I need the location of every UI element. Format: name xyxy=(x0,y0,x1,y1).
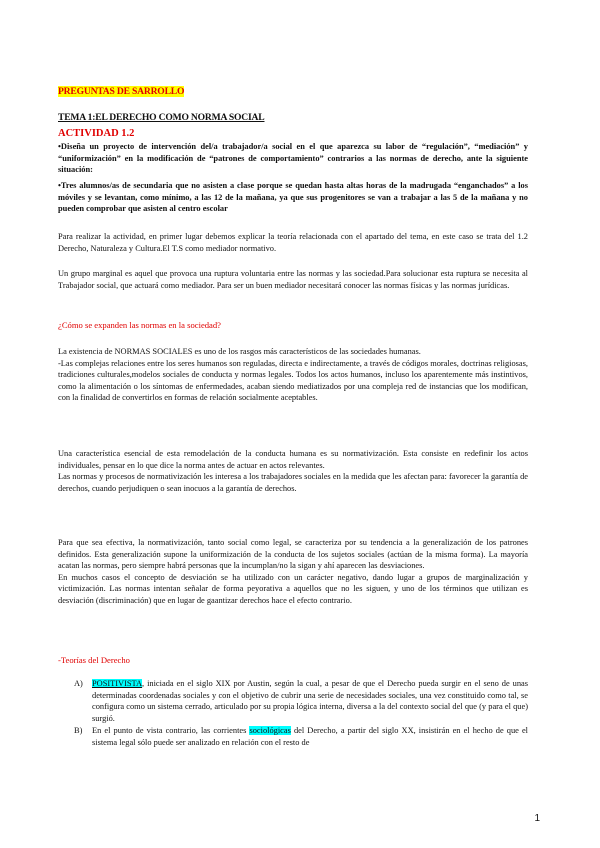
paragraph-7: Para que sea efectiva, la normativización, tanto social como legal, se caracteriza por su tendencia a la generalización de los patrones definidos. Esta generalización supone la uniformización de la conducta de los sujetos sociales (actúan de la misma forma). La mayoría acatan las normas, pero siempre habrá personas que la incumplan/no la sigan y ahí aparecen las desviaciones. xyxy=(58,538,528,571)
paragraph-5: Una característica esencial de esta remodelación de la conducta humana es su normativización. Esta consiste en redefinir los actos individuales, pensar en lo que dice la norma antes de actuar en actos relevantes. xyxy=(58,449,528,470)
paragraph-intro xyxy=(58,231,528,254)
activity-label: ACTIVIDAD 1.2 xyxy=(58,128,135,139)
paragraph-grupo-marginal xyxy=(58,268,528,291)
paragraph-4: -Las complejas relaciones entre los seres humanos son reguladas, directa e indirectamente, a través de códigos morales, doctrinas religiosas, tradiciones culturales,modelos sociales de conducta y normas legales. Todos los actos humanos, incluso los aparentemente más instintivos, como la alimentación o los síntomas de enfermedades, acaban siendo mediatizados por una compleja red de instancias que los modifican, con la finalidad de convertirlos en formas de relación socialmente aceptables. xyxy=(58,358,528,403)
paragraph-2: Un grupo marginal es aquel que provoca una ruptura voluntaria entre las normas y las sociedad.Para solucionar esta ruptura se necesita al Trabajador social, que actuará como mediador. Para ser un buen mediador necesitará conocer las normas físicas y las normas jurídicas. xyxy=(58,269,528,290)
question-normas: ¿Cómo se expanden las normas en la sociedad? xyxy=(58,320,221,330)
paragraph-6: Las normas y procesos de normativización les interesa a los trabajadores sociales en la medida que les afectan para: favorecer la garantía de derechos, cuando perjudiquen o sean inocuos a la garantía de derechos. xyxy=(58,472,528,493)
paragraph-normas-sociales xyxy=(58,346,528,404)
activity-bullet-2: •Tres alumnos/as de secundaria que no asisten a clase porque se quedan hasta altas horas de la madrugada “enganchados” a los móviles y se levantan, como mínimo, a las 12 de la mañana, ya que sus progenitores se van a trabajar a las 5 de la mañana y no pueden comprobar que asisten al centro escolar xyxy=(58,181,528,214)
paragraph-3: La existencia de NORMAS SOCIALES es uno de los rasgos más característicos de las sociedades humanas. xyxy=(58,347,421,356)
highlight-positivista: POSITIVISTA xyxy=(92,679,143,688)
list-item-text: del Derecho, a partir del siglo XX, insistirán en el hecho de que el sistema legal sólo puede ser analizado en relación con el resto de xyxy=(92,726,528,747)
paragraph-1: Para realizar la actividad, en primer lugar debemos explicar la teoría relacionada con el apartado del tema, en este caso se trata del 1.2 Derecho, Naturaleza y Cultura.El T.S como mediador normativo. xyxy=(58,232,528,253)
tema-heading-text: TEMA 1:EL DERECHO COMO NORMA SOCIAL xyxy=(58,112,265,123)
highlight-sociologicas: sociológicas xyxy=(249,726,291,736)
list-item-text-pre: En el punto de vista contrario, las corrientes xyxy=(92,726,250,736)
page-number: 1 xyxy=(534,813,540,824)
list-marker: A) xyxy=(74,679,83,688)
paragraph-8: En muchos casos el concepto de desviación se ha utilizado con un carácter negativo, dando lugar a grupos de marginalización y victimización. Las normas intentan señalar de forma peyorativa a aquellos que no les siguen, y uno de los términos que utilizan es desviación (discriminación) que en lugar de gaantizar derechos hace el efecto contrario. xyxy=(58,572,528,605)
list-item xyxy=(74,678,528,724)
preguntas-heading xyxy=(58,86,184,97)
tema-heading xyxy=(58,112,264,123)
paragraph-generalizacion xyxy=(58,537,528,607)
list-marker: B) xyxy=(74,726,83,736)
preguntas-heading-text: PREGUNTAS DE SARROLLO xyxy=(58,86,185,97)
list-item xyxy=(74,725,528,748)
list-item-text: , iniciada en el siglo XIX por Austin, según la cual, a pesar de que el Derecho pueda surgir en el seno de unas determinadas coordenadas sociales y con el objetivo de cubrir una serie de necesidades sociales, una vez constituido como tal, se configura como un sistema cerrado, articulado por su propia lógica interna, diversa a la del contexto social del que (y para el que) surgió. xyxy=(92,679,528,723)
paragraph-normativizacion xyxy=(58,448,528,494)
question-teorias: -Teorías del Derecho xyxy=(58,655,130,665)
activity-bullet-1: •Diseña un proyecto de intervención del/a trabajador/a social en el que aparezca su labor de “regulación”, “mediación” y “uniformización” en la modificación de “patrones de comportamiento” contrarios a las normas de derecho, ante la siguiente situación: xyxy=(58,142,528,175)
theories-list xyxy=(74,678,528,750)
